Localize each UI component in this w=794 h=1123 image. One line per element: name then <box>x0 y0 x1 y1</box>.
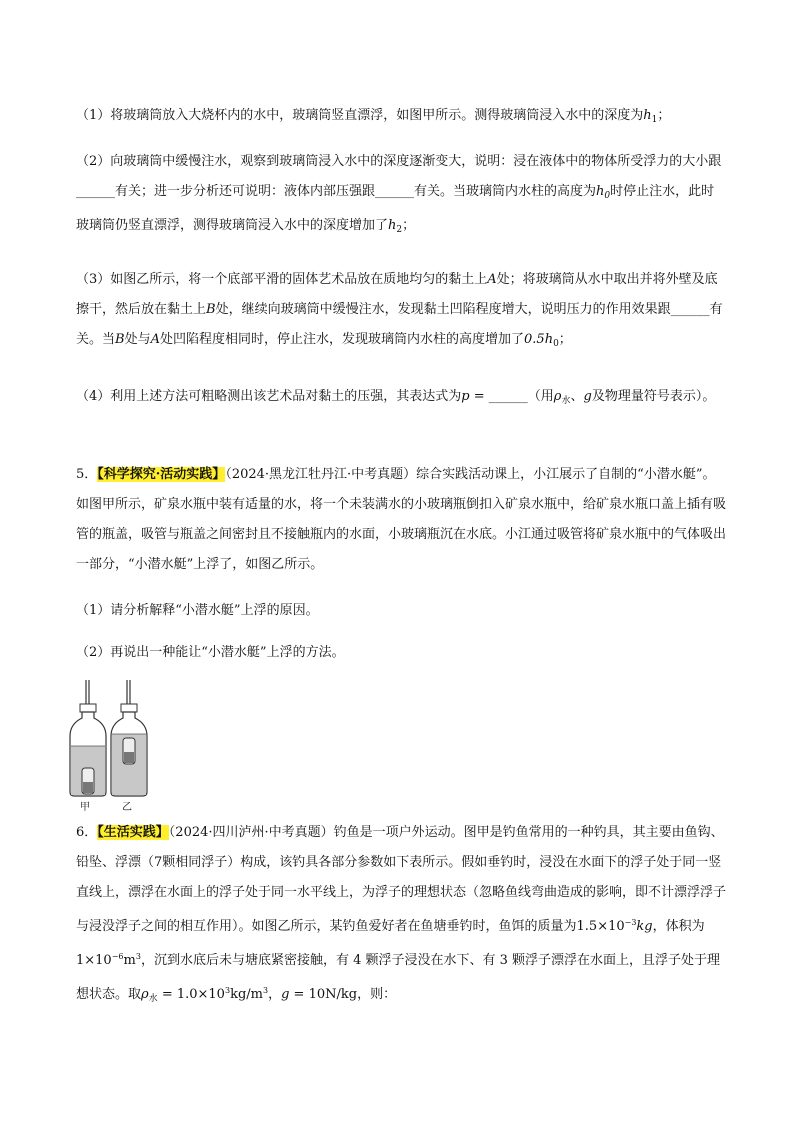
point-b: B <box>115 332 125 347</box>
q4-part-1-end: ； <box>657 108 671 123</box>
volume-value: 1×10 <box>76 953 112 968</box>
h1-var: h <box>643 108 652 123</box>
q6-body-e: ，则： <box>357 987 397 1002</box>
figure-label-b: 乙 <box>122 802 132 813</box>
q6-stem <box>76 818 726 1014</box>
q4-part-4-text-d: 及物理量符号表示）。 <box>591 389 716 404</box>
h2-sub: 2 <box>396 225 403 235</box>
q4-part-3-end: ； <box>558 332 572 347</box>
q4-part-3-text-c: 处，继续向玻璃筒中缓慢注水，发现黏土凹陷程度增大，说明压力的作用效果跟 <box>215 302 671 317</box>
mass-value: 1.5×10 <box>576 919 625 934</box>
blank: ______ <box>76 184 115 199</box>
question-tag: 【生活实践】 <box>97 825 169 840</box>
question-source: （2024·黑龙江牡丹江·中考真题） <box>225 467 417 482</box>
q4-part-1 <box>76 101 726 135</box>
q5-sub-2 <box>76 638 726 668</box>
q4-part-1-text: （1）将玻璃筒放入大烧杯内的水中，玻璃筒竖直漂浮，如图甲所示。测得玻璃筒浸入水中的深度为 <box>76 108 644 123</box>
rho-value: = 1.0×10 <box>157 987 225 1002</box>
q6-body-a: 钓鱼是一项户外运动。图甲是钓鱼常用的一种钓具，其主要由鱼钩、铅坠、浮漂（7颗相同浮子）构成，该钓具各部分参数如下表所示。假如垂钓时，浸没在水面下的浮子处于同一竖直线上，漂浮在水面上的浮子处于同一水平线上，为浮子的理想状态（忽略鱼线弯曲造成的影响，即不计漂浮浮子与浸没浮子之间的相互作用）。如图乙所示，某钓鱼爱好者在鱼塘垂钓时，鱼饵的质量为 <box>76 825 727 934</box>
q4-part-4-text-c: 、 <box>570 389 584 404</box>
blank: ______ <box>670 302 710 317</box>
q4-part-4-text-a: （4）利用上述方法可粗略测出该艺术品对黏土的压强，其表达式为 <box>76 389 462 404</box>
q4-part-2-text-a: （2）向玻璃筒中缓慢注水，观察到玻璃筒浸入水中的深度逐渐变大，说明：浸在液体中的物体所受浮力的大小跟 <box>76 154 722 169</box>
bottle-b <box>111 680 147 796</box>
bottles-drawing <box>60 676 150 806</box>
g-var: g <box>583 389 592 404</box>
g-value: = 10N/kg <box>289 987 358 1002</box>
q4-part-2-end: ； <box>402 218 416 233</box>
rho-var: ρ <box>553 389 562 404</box>
q4-part-3-text-b: 处；将玻璃筒从水中取出并将外壁及底擦干，然后放在黏土上 <box>76 272 718 317</box>
point-a: A <box>487 272 497 287</box>
p-var: p <box>461 389 470 404</box>
q5-stem <box>76 460 726 580</box>
q4-part-2-text-b: 有关；进一步分析还可说明：液体内部压强跟 <box>115 184 376 199</box>
q4-part-3-text-f: 处凹陷程度相同时，停止注水，发现玻璃筒内水柱的高度增加了 <box>159 332 524 347</box>
volume-unit-exponent: 3 <box>135 952 141 961</box>
q5-sub-1-text: （1）请分析解释“小潜水艇”上浮的原因。 <box>76 603 319 618</box>
blank: ______ <box>488 389 528 404</box>
h2-var: h <box>388 218 397 233</box>
q4-part-3-text-d: 有关。当 <box>76 302 723 347</box>
h-var: h <box>544 332 554 347</box>
q6-body-d: ， <box>268 987 282 1002</box>
bottle-a <box>70 680 106 796</box>
q5-sub-1 <box>76 596 726 626</box>
rho-unit-exponent: 3 <box>262 986 269 995</box>
volume-exponent: −6 <box>111 952 124 961</box>
mass-unit: kg <box>636 919 653 934</box>
q4-part-3-text-a: （3）如图乙所示，将一个底部平滑的固体艺术品放在质地均匀的黏土上 <box>76 272 488 287</box>
q6-body-b: ，体积为 <box>652 919 705 934</box>
rho-var: ρ <box>141 987 149 1002</box>
submarine-figure <box>60 676 150 813</box>
rho-exponent: 3 <box>224 986 231 995</box>
q5-body: 综合实践活动课上，小江展示了自制的“小潜水艇”。如图甲所示，矿泉水瓶中装有适量的水，将一个未装满水的小玻璃瓶倒扣入矿泉水瓶中，给矿泉水瓶口盖上插有吸管的瓶盖，吸管与瓶盖之间密封且不接触瓶内的水面，小玻璃瓶沉在水底。小江通过吸管将矿泉水瓶中的气体吸出一部分，“小潜水艇”上浮了，如图乙所示。 <box>76 467 727 572</box>
g-var: g <box>281 987 290 1002</box>
question-tag: 【科学探究·活动实践】 <box>97 467 226 482</box>
q4-part-4 <box>76 382 726 416</box>
q5-sub-2-text: （2）再说出一种能让“小潜水艇”上浮的方法。 <box>76 645 345 660</box>
question-number: 5． <box>76 467 98 482</box>
q4-part-3 <box>76 265 726 359</box>
q4-part-2-text-c: 有关。当玻璃筒内水柱的高度为 <box>414 184 597 199</box>
q4-part-3-text-e: 处与 <box>124 332 151 347</box>
figure-label-a: 甲 <box>80 802 90 813</box>
rho-unit: kg/m <box>230 987 263 1002</box>
point-a: A <box>150 332 160 347</box>
h1-sub: 1 <box>651 115 658 125</box>
q4-part-2 <box>76 147 726 245</box>
coef: 0.5 <box>524 332 545 347</box>
volume-unit: m <box>123 953 136 968</box>
q6-body-c: ，沉到水底后未与塘底紧密接触，有 4 颗浮子浸没在水下、有 3 颗浮子漂浮在水面上，且浮子处于理想状态。取 <box>76 953 721 1002</box>
h0-var: h <box>596 184 605 199</box>
q4-part-2-text-d: 时停止注水，此时玻璃筒仍竖直漂浮，测得玻璃筒浸入水中的深度增加了 <box>76 184 715 233</box>
q4-part-4-text-b: （用 <box>527 389 554 404</box>
equals: = <box>469 389 489 404</box>
mass-exponent: −3 <box>624 918 637 927</box>
h0-sub: 0 <box>604 191 611 201</box>
question-number: 6． <box>76 825 98 840</box>
h-sub: 0 <box>553 339 559 349</box>
question-source: （2024·四川泸州·中考真题） <box>168 825 334 840</box>
rho-sub: 水 <box>148 994 158 1004</box>
blank: ______ <box>375 184 415 199</box>
point-b: B <box>206 302 216 317</box>
rho-sub: 水 <box>561 396 571 406</box>
